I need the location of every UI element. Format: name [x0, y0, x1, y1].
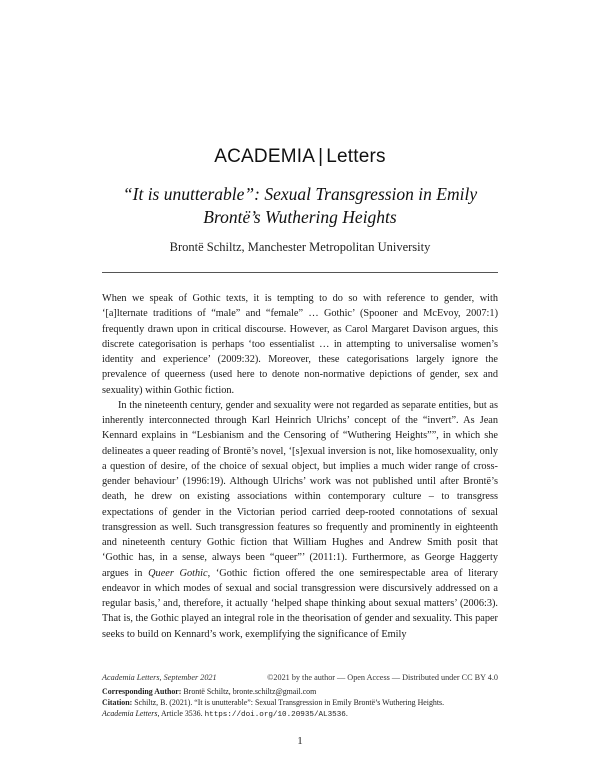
corresponding-author — [102, 686, 498, 697]
footer-journal-line — [102, 673, 498, 682]
paragraph-2-part-a: In the nineteenth century, gender and sexuality were not regarded as separate entities, but as inherently interconnected through Karl Heinrich Ulrichs’ concept of the “invert”. As Jean Kennard explains in “Lesbianism and the Censoring of “Wuthering Heights””, in which she delineates a queer reading of Brontë’s novel, ‘[s]exual inversion is not, like homosexuality, only a question of desire, of the choice of sexual object, but implies a much wider range of cross-gender behaviour’ (1996:19). Although Ulrichs’ work was not published until after Brontë’s death, he drew on existing associations within contemporary culture – to transgress expectations of gender in the Victorian period carried deep-rooted connotations of sexual transgression as well. Such transgression features so frequently and prominently in eighteenth and nineteenth century Gothic fiction that William Hughes and Andrew Smith posit that ‘Gothic has, in a sense, always been “queer”’ (2011:1). Furthermore, as George Haggerty argues in — [102, 399, 498, 579]
paragraph-2 — [102, 398, 498, 642]
citation-continued — [102, 708, 498, 721]
citation-doi-link[interactable]: https://doi.org/10.20935/AL3536 — [204, 711, 346, 719]
header-separator: | — [318, 146, 324, 167]
corresponding-label: Corresponding Author: — [102, 687, 182, 696]
footer-license: ©2021 by the author — Open Access — Distributed under CC BY 4.0 — [267, 673, 498, 682]
citation — [102, 697, 498, 708]
article-body — [102, 291, 498, 642]
journal-brand: ACADEMIA — [214, 146, 316, 167]
citation-label: Citation: — [102, 698, 133, 707]
citation-value: Schiltz, B. (2021). “It is unutterable”: Sexual Transgression in Emily Brontë’s Wuthering Heights. — [134, 698, 445, 707]
paragraph-2-part-b: , ‘Gothic fiction offered the one semirespectable area of literary endeavor in which modes of sexual and social transgression were discursively addressed on a regular basis,’ and, therefore, it actually ‘helped shape thinking about sexual matters’ (2006:3). That is, the Gothic played an integral role in the theorisation of gender and sexuality. This paper seeks to build on Kennard’s work, exemplifying the significance of Emily — [102, 567, 498, 640]
title-line-2: Brontë’s Wuthering Heights — [203, 207, 397, 227]
citation-article: , Article 3536. — [157, 709, 205, 718]
book-title-queer-gothic: Queer Gothic — [148, 567, 208, 579]
journal-section: Letters — [326, 146, 386, 167]
corresponding-value: Brontë Schiltz, bronte.schiltz@gmail.com — [183, 687, 317, 696]
footer-journal: Academia Letters, September 2021 — [102, 673, 217, 682]
footer-meta — [102, 686, 498, 721]
title-divider — [102, 272, 498, 273]
title-line-1: “It is unutterable”: Sexual Transgression in Emily — [122, 184, 478, 204]
citation-end: . — [345, 709, 348, 718]
journal-header — [0, 146, 600, 168]
citation-journal: Academia Letters — [102, 709, 158, 718]
author-affiliation: Brontë Schiltz, Manchester Metropolitan University — [169, 240, 431, 254]
paper-title — [80, 183, 520, 229]
page-number: 1 — [297, 735, 303, 747]
paragraph-1: When we speak of Gothic texts, it is tempting to do so with reference to gender, with ‘[a]lternate traditions of “male” and “female” … Gothic’ (Spooner and McEvoy, 2007:1) frequently drawn upon in critical discourse. However, as Carol Margaret Davison argues, this discrete categorisation is perhaps ‘too essentialist … in attempting to universalise women’s identity and experience’ (2009:32). Moreover, these categorisations largely ignore the prevalence of queerness (used here to denote non-normative depictions of gender, sex and sexuality) within Gothic fiction. — [102, 293, 498, 396]
